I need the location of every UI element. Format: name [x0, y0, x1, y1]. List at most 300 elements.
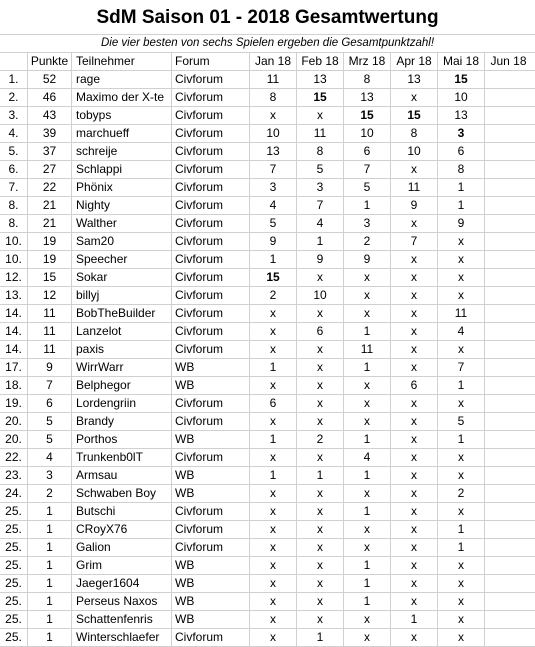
points-cell: 52: [28, 71, 72, 88]
score-cell: [485, 161, 532, 178]
table-row: [0, 251, 535, 269]
score-cell: [485, 557, 532, 574]
score-cell: 7: [250, 161, 297, 178]
table-row: [0, 557, 535, 575]
rank-cell: 10.: [0, 233, 28, 250]
header-month-mai: Mai 18: [438, 53, 485, 70]
rank-cell: 8.: [0, 197, 28, 214]
forum-cell: Civforum: [172, 269, 250, 286]
score-cell: 1: [344, 197, 391, 214]
forum-cell: WB: [172, 593, 250, 610]
score-cell: x: [391, 251, 438, 268]
points-cell: 1: [28, 611, 72, 628]
table-row: [0, 629, 535, 647]
score-cell: x: [250, 611, 297, 628]
score-cell: 11: [250, 71, 297, 88]
player-cell: Phönix: [72, 179, 172, 196]
score-cell: [485, 341, 532, 358]
player-cell: rage: [72, 71, 172, 88]
player-cell: schreije: [72, 143, 172, 160]
score-cell: x: [250, 323, 297, 340]
score-cell: [485, 359, 532, 376]
score-cell: x: [297, 539, 344, 556]
score-cell: 5: [297, 161, 344, 178]
score-cell: x: [297, 377, 344, 394]
score-cell: x: [391, 161, 438, 178]
score-cell: x: [250, 539, 297, 556]
score-cell: 15: [391, 107, 438, 124]
rank-cell: 1.: [0, 71, 28, 88]
score-cell: x: [250, 305, 297, 322]
rank-cell: 18.: [0, 377, 28, 394]
score-cell: 8: [250, 89, 297, 106]
table-row: [0, 449, 535, 467]
table-row: [0, 575, 535, 593]
points-cell: 11: [28, 323, 72, 340]
score-cell: x: [344, 539, 391, 556]
forum-cell: WB: [172, 557, 250, 574]
score-cell: 2: [438, 485, 485, 502]
score-cell: 5: [438, 413, 485, 430]
table-row: [0, 485, 535, 503]
table-row: [0, 71, 535, 89]
score-cell: [485, 305, 532, 322]
score-cell: x: [438, 575, 485, 592]
points-cell: 1: [28, 557, 72, 574]
score-cell: x: [391, 485, 438, 502]
score-cell: x: [250, 413, 297, 430]
header-month-jun: Jun 18: [490, 54, 527, 68]
points-cell: 3: [28, 467, 72, 484]
points-cell: 1: [28, 503, 72, 520]
forum-cell: WB: [172, 377, 250, 394]
score-cell: x: [297, 395, 344, 412]
score-cell: x: [297, 611, 344, 628]
score-cell: x: [391, 287, 438, 304]
forum-cell: WB: [172, 431, 250, 448]
score-cell: 3: [344, 215, 391, 232]
score-cell: 9: [438, 215, 485, 232]
score-cell: 9: [344, 251, 391, 268]
score-cell: [485, 431, 532, 448]
player-cell: Trunkenb0lT: [72, 449, 172, 466]
score-cell: 15: [297, 89, 344, 106]
score-cell: x: [391, 539, 438, 556]
score-cell: 9: [250, 233, 297, 250]
score-cell: [485, 323, 532, 340]
score-cell: 13: [297, 71, 344, 88]
points-cell: 5: [28, 431, 72, 448]
player-cell: Armsau: [72, 467, 172, 484]
points-cell: 39: [28, 125, 72, 142]
score-cell: 6: [297, 323, 344, 340]
score-cell: x: [391, 575, 438, 592]
score-cell: x: [344, 269, 391, 286]
score-cell: 6: [250, 395, 297, 412]
rank-cell: 20.: [0, 413, 28, 430]
score-cell: [485, 143, 532, 160]
points-cell: 6: [28, 395, 72, 412]
score-cell: 10: [250, 125, 297, 142]
rank-cell: 3.: [0, 107, 28, 124]
points-cell: 11: [28, 341, 72, 358]
score-cell: x: [344, 629, 391, 646]
score-cell: [485, 521, 532, 538]
player-cell: Nighty: [72, 197, 172, 214]
score-cell: 8: [391, 125, 438, 142]
score-cell: x: [250, 341, 297, 358]
score-cell: [485, 413, 532, 430]
player-cell: Speecher: [72, 251, 172, 268]
score-cell: [485, 593, 532, 610]
table-row: [0, 179, 535, 197]
rank-cell: 14.: [0, 341, 28, 358]
points-cell: 1: [28, 593, 72, 610]
score-cell: [485, 503, 532, 520]
score-cell: x: [344, 611, 391, 628]
score-cell: 3: [297, 179, 344, 196]
rank-cell: 24.: [0, 485, 28, 502]
score-cell: 1: [250, 431, 297, 448]
score-cell: [485, 485, 532, 502]
points-cell: 21: [28, 197, 72, 214]
score-cell: x: [250, 557, 297, 574]
points-cell: 46: [28, 89, 72, 106]
rank-cell: 23.: [0, 467, 28, 484]
player-cell: Schattenfenris: [72, 611, 172, 628]
table-row: [0, 287, 535, 305]
table-body: [0, 71, 535, 647]
player-cell: Sam20: [72, 233, 172, 250]
rank-cell: 22.: [0, 449, 28, 466]
score-cell: x: [297, 269, 344, 286]
forum-cell: WB: [172, 485, 250, 502]
score-cell: x: [391, 431, 438, 448]
points-cell: 12: [28, 287, 72, 304]
points-cell: 19: [28, 251, 72, 268]
score-cell: [485, 215, 532, 232]
player-cell: Lanzelot: [72, 323, 172, 340]
score-cell: 4: [297, 215, 344, 232]
rank-cell: 6.: [0, 161, 28, 178]
score-cell: x: [391, 449, 438, 466]
score-cell: 6: [391, 377, 438, 394]
header-month-jan: Jan 18: [250, 53, 297, 70]
forum-cell: Civforum: [172, 449, 250, 466]
score-cell: x: [391, 521, 438, 538]
score-cell: 7: [297, 197, 344, 214]
score-cell: 13: [391, 71, 438, 88]
sheet-title: SdM Saison 01 - 2018 Gesamtwertung: [0, 0, 535, 35]
table-row: [0, 305, 535, 323]
score-cell: x: [438, 557, 485, 574]
score-cell: x: [438, 269, 485, 286]
points-cell: 1: [28, 629, 72, 646]
forum-cell: Civforum: [172, 413, 250, 430]
score-cell: x: [391, 467, 438, 484]
score-cell: 7: [344, 161, 391, 178]
score-cell: x: [297, 575, 344, 592]
score-cell: 6: [344, 143, 391, 160]
score-cell: 1: [438, 539, 485, 556]
score-cell: x: [297, 557, 344, 574]
player-cell: tobyps: [72, 107, 172, 124]
points-cell: 15: [28, 269, 72, 286]
player-cell: Lordengriin: [72, 395, 172, 412]
score-cell: x: [438, 395, 485, 412]
score-cell: [485, 449, 532, 466]
table-row: [0, 521, 535, 539]
forum-cell: Civforum: [172, 251, 250, 268]
score-cell: [485, 611, 532, 628]
header-month-feb: Feb 18: [297, 53, 344, 70]
score-cell: [485, 125, 532, 142]
table-row: [0, 125, 535, 143]
score-cell: x: [297, 107, 344, 124]
points-cell: 1: [28, 575, 72, 592]
rank-cell: 2.: [0, 89, 28, 106]
forum-cell: Civforum: [172, 143, 250, 160]
forum-cell: Civforum: [172, 287, 250, 304]
player-cell: Grim: [72, 557, 172, 574]
points-cell: 7: [28, 377, 72, 394]
score-cell: x: [391, 503, 438, 520]
table-row: [0, 395, 535, 413]
score-cell: 5: [344, 179, 391, 196]
score-cell: 1: [344, 593, 391, 610]
rank-cell: 25.: [0, 629, 28, 646]
player-cell: Belphegor: [72, 377, 172, 394]
rank-cell: 8.: [0, 215, 28, 232]
score-cell: 2: [250, 287, 297, 304]
score-cell: 11: [344, 341, 391, 358]
score-cell: 13: [250, 143, 297, 160]
forum-cell: Civforum: [172, 629, 250, 646]
score-cell: 1: [250, 251, 297, 268]
score-cell: [485, 377, 532, 394]
score-cell: 15: [250, 269, 297, 286]
score-cell: [485, 251, 532, 268]
score-cell: x: [438, 611, 485, 628]
table-row: [0, 467, 535, 485]
score-cell: [485, 71, 532, 88]
player-cell: Butschi: [72, 503, 172, 520]
score-cell: 8: [344, 71, 391, 88]
player-cell: marchueff: [72, 125, 172, 142]
score-cell: x: [344, 377, 391, 394]
table-row: [0, 341, 535, 359]
score-cell: x: [391, 629, 438, 646]
score-cell: x: [297, 341, 344, 358]
points-cell: 1: [28, 521, 72, 538]
table-row: [0, 215, 535, 233]
points-cell: 19: [28, 233, 72, 250]
table-row: [0, 413, 535, 431]
score-cell: 1: [344, 359, 391, 376]
forum-cell: Civforum: [172, 107, 250, 124]
score-cell: 13: [438, 107, 485, 124]
points-cell: 1: [28, 539, 72, 556]
points-cell: 11: [28, 305, 72, 322]
points-cell: 2: [28, 485, 72, 502]
rank-cell: 5.: [0, 143, 28, 160]
score-cell: x: [438, 593, 485, 610]
score-cell: 1: [250, 467, 297, 484]
points-cell: 27: [28, 161, 72, 178]
player-cell: Walther: [72, 215, 172, 232]
score-cell: x: [344, 305, 391, 322]
score-cell: 1: [344, 575, 391, 592]
forum-cell: Civforum: [172, 305, 250, 322]
score-cell: x: [297, 521, 344, 538]
score-cell: 11: [297, 125, 344, 142]
rank-cell: 7.: [0, 179, 28, 196]
score-cell: 11: [438, 305, 485, 322]
score-cell: 4: [438, 323, 485, 340]
forum-cell: Civforum: [172, 539, 250, 556]
score-cell: x: [391, 269, 438, 286]
player-cell: Galion: [72, 539, 172, 556]
player-cell: Perseus Naxos: [72, 593, 172, 610]
table-row: [0, 323, 535, 341]
score-cell: x: [344, 395, 391, 412]
score-cell: [485, 233, 532, 250]
player-cell: Jaeger1604: [72, 575, 172, 592]
score-cell: 7: [391, 233, 438, 250]
score-cell: [485, 197, 532, 214]
score-cell: 15: [344, 107, 391, 124]
forum-cell: WB: [172, 359, 250, 376]
score-cell: 1: [344, 467, 391, 484]
points-cell: 4: [28, 449, 72, 466]
score-cell: 1: [297, 233, 344, 250]
score-cell: x: [297, 485, 344, 502]
score-cell: 1: [438, 521, 485, 538]
score-cell: x: [391, 557, 438, 574]
score-cell: 1: [391, 611, 438, 628]
points-cell: 37: [28, 143, 72, 160]
player-cell: paxis: [72, 341, 172, 358]
score-cell: 1: [438, 197, 485, 214]
score-cell: x: [391, 593, 438, 610]
score-cell: 10: [438, 89, 485, 106]
rank-cell: 25.: [0, 557, 28, 574]
header-forum: Forum: [172, 53, 250, 70]
forum-cell: WB: [172, 611, 250, 628]
score-cell: x: [250, 485, 297, 502]
rank-cell: 25.: [0, 521, 28, 538]
score-cell: 11: [391, 179, 438, 196]
score-cell: x: [297, 449, 344, 466]
score-cell: [485, 269, 532, 286]
score-cell: x: [250, 377, 297, 394]
player-cell: Winterschlaefer: [72, 629, 172, 646]
score-cell: x: [438, 251, 485, 268]
score-cell: 1: [438, 179, 485, 196]
score-cell: x: [438, 449, 485, 466]
rank-cell: 4.: [0, 125, 28, 142]
score-cell: 2: [297, 431, 344, 448]
score-cell: x: [391, 359, 438, 376]
score-cell: [485, 107, 532, 124]
forum-cell: Civforum: [172, 521, 250, 538]
score-cell: x: [438, 503, 485, 520]
table-row: [0, 431, 535, 449]
points-cell: 9: [28, 359, 72, 376]
score-cell: 8: [297, 143, 344, 160]
score-cell: x: [391, 413, 438, 430]
score-cell: 10: [297, 287, 344, 304]
score-cell: 13: [344, 89, 391, 106]
score-cell: x: [250, 503, 297, 520]
table-row: [0, 269, 535, 287]
rank-cell: 25.: [0, 539, 28, 556]
points-cell: 22: [28, 179, 72, 196]
score-cell: 5: [250, 215, 297, 232]
forum-cell: Civforum: [172, 215, 250, 232]
player-cell: CRoyX76: [72, 521, 172, 538]
score-cell: 10: [391, 143, 438, 160]
points-cell: 43: [28, 107, 72, 124]
score-cell: 9: [297, 251, 344, 268]
score-cell: x: [250, 593, 297, 610]
table-row: [0, 89, 535, 107]
rank-cell: 25.: [0, 503, 28, 520]
forum-cell: Civforum: [172, 161, 250, 178]
header-month-apr: Apr 18: [391, 53, 438, 70]
score-cell: 9: [391, 197, 438, 214]
player-cell: Maximo der X-te: [72, 89, 172, 106]
forum-cell: Civforum: [172, 197, 250, 214]
score-cell: x: [297, 359, 344, 376]
score-cell: 1: [297, 467, 344, 484]
score-cell: [485, 287, 532, 304]
score-cell: 1: [344, 323, 391, 340]
table-row: [0, 197, 535, 215]
score-cell: x: [438, 341, 485, 358]
score-cell: x: [250, 449, 297, 466]
table-row: [0, 377, 535, 395]
forum-cell: Civforum: [172, 125, 250, 142]
forum-cell: Civforum: [172, 323, 250, 340]
score-cell: 2: [344, 233, 391, 250]
score-cell: 3: [250, 179, 297, 196]
points-cell: 5: [28, 413, 72, 430]
header-row: [0, 53, 535, 71]
score-cell: x: [250, 521, 297, 538]
score-cell: 1: [297, 629, 344, 646]
score-cell: x: [297, 305, 344, 322]
score-cell: x: [297, 413, 344, 430]
forum-cell: WB: [172, 467, 250, 484]
forum-cell: Civforum: [172, 179, 250, 196]
table-row: [0, 359, 535, 377]
score-cell: x: [250, 575, 297, 592]
rank-cell: 10.: [0, 251, 28, 268]
score-cell: 7: [438, 359, 485, 376]
score-cell: [485, 629, 532, 646]
rank-cell: 14.: [0, 305, 28, 322]
score-cell: [485, 179, 532, 196]
table-row: [0, 161, 535, 179]
rank-cell: 12.: [0, 269, 28, 286]
score-cell: 1: [438, 377, 485, 394]
forum-cell: Civforum: [172, 341, 250, 358]
rank-cell: 25.: [0, 575, 28, 592]
score-cell: x: [297, 593, 344, 610]
score-cell: x: [391, 215, 438, 232]
score-cell: x: [344, 521, 391, 538]
